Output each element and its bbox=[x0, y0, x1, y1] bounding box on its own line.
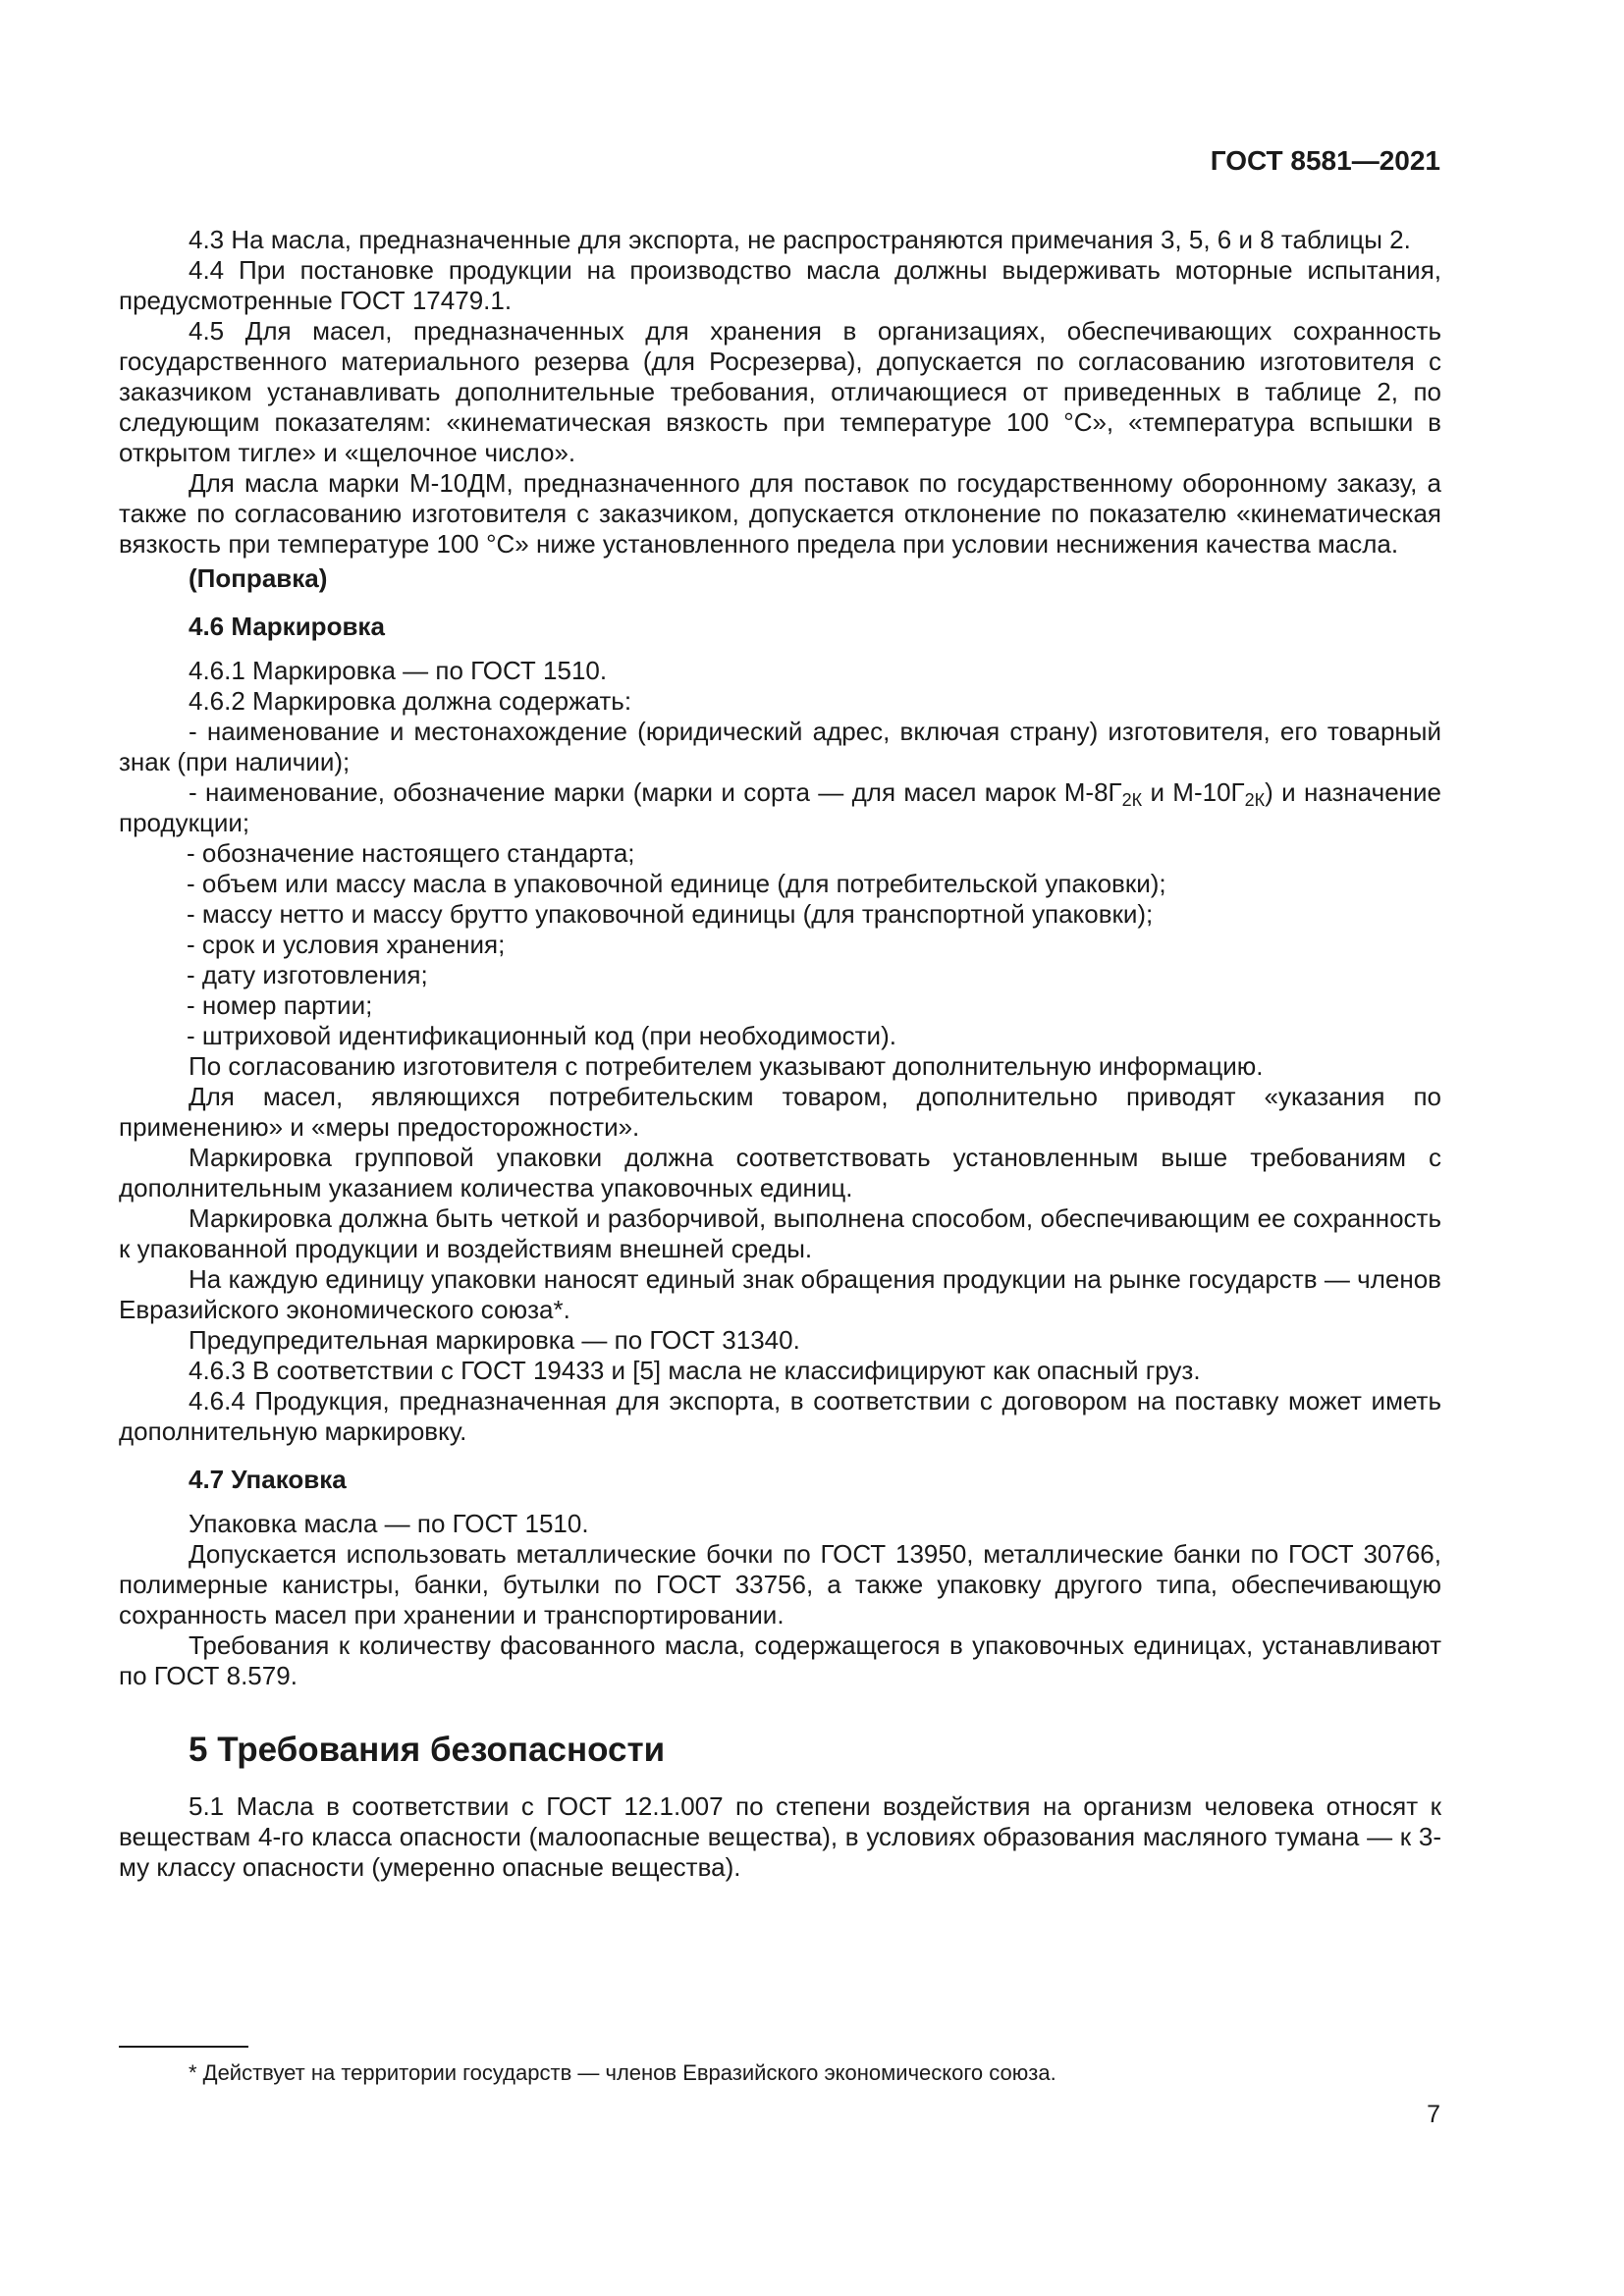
section-heading-5: 5 Требования безопасности bbox=[189, 1731, 666, 1769]
paragraph-4-6-1: 4.6.1 Маркировка — по ГОСТ 1510. bbox=[189, 656, 608, 685]
list-item: - дату изготовления; bbox=[187, 960, 428, 989]
paragraph-4-6-3: 4.6.3 В соответствии с ГОСТ 19433 и [5] масла не классифицируют как опасный груз. bbox=[189, 1356, 1201, 1385]
section-heading-4-6: 4.6 Маркировка bbox=[189, 612, 385, 641]
list-item-text: и М-10Г bbox=[1142, 777, 1245, 807]
list-item-text: ) и назначение продукции; bbox=[119, 777, 1442, 837]
list-item-text: - наименование, обозначение марки (марки и сорта — для масел марок М-8Г bbox=[189, 777, 1122, 807]
document-id-header: ГОСТ 8581—2021 bbox=[1210, 145, 1440, 176]
list-item: - штриховой идентификационный код (при необходимости). bbox=[187, 1021, 896, 1050]
paragraph-packaging-2: Допускается использовать металлические бочки по ГОСТ 13950, металлические банки по ГОСТ 30766, полимерные канистры, банки, бутылки по ГОСТ 33756, а также упаковку другого типа, обеспечивающую сохранность масел при хранении и транспортировании. bbox=[119, 1539, 1441, 1629]
paragraph-4-6-2: 4.6.2 Маркировка должна содержать: bbox=[189, 686, 632, 716]
list-item: - наименование и местонахождение (юридический адрес, включая страну) изготовителя, его товарный знак (при наличии); bbox=[119, 717, 1441, 776]
paragraph-agreement: По согласованию изготовителя с потребителем указывают дополнительную информацию. bbox=[189, 1051, 1264, 1081]
page-body bbox=[119, 225, 1441, 1883]
subscript: 2К bbox=[1121, 790, 1143, 810]
paragraph-4-3: 4.3 На масла, предназначенные для экспорта, не распространяются примечания 3, 5, 6 и 8 таблицы 2. bbox=[189, 225, 1411, 254]
list-item: - номер партии; bbox=[187, 990, 373, 1020]
paragraph-4-5: 4.5 Для масел, предназначенных для хранения в организациях, обеспечивающих сохранность государственного материального резерва (для Росрезерва), допускается по согласованию изготовителя с заказчиком устанавливать дополнительные требования, отличающиеся от приведенных в таблице 2, по следующим показателям: «кинематическая вязкость при температуре 100 °C», «температура вспышки в открытом тигле» и «щелочное число». bbox=[119, 316, 1441, 467]
paragraph-packaging-3: Требования к количеству фасованного масла, содержащегося в упаковочных единицах, устанавливают по ГОСТ 8.579. bbox=[119, 1630, 1441, 1690]
list-item: - объем или массу масла в упаковочной единице (для потребительской упаковки); bbox=[187, 869, 1166, 898]
paragraph-4-4: 4.4 При постановке продукции на производство масла должны выдерживать моторные испытания, предусмотренные ГОСТ 17479.1. bbox=[119, 255, 1441, 315]
page-number: 7 bbox=[1427, 2101, 1440, 2128]
paragraph-group-packaging: Маркировка групповой упаковки должна соответствовать установленным выше требованиям с дополнительным указанием количества упаковочных единиц. bbox=[119, 1143, 1441, 1202]
list-item: - срок и условия хранения; bbox=[187, 930, 506, 959]
footnote: * Действует на территории государств — членов Евразийского экономического союза. bbox=[189, 2060, 1056, 2085]
list-item bbox=[119, 777, 1441, 838]
list-item: - массу нетто и массу брутто упаковочной единицы (для транспортной упаковки); bbox=[187, 899, 1154, 929]
subscript: 2К bbox=[1244, 790, 1266, 810]
paragraph-consumer-goods: Для масел, являющихся потребительским товаром, дополнительно приводят «указания по применению» и «меры предосторожности». bbox=[119, 1082, 1441, 1142]
paragraph-legibility: Маркировка должна быть четкой и разборчивой, выполнена способом, обеспечивающим ее сохранность к упакованной продукции и воздействиям внешней среды. bbox=[119, 1203, 1441, 1263]
paragraph-warning-marking: Предупредительная маркировка — по ГОСТ 31340. bbox=[189, 1325, 800, 1355]
list-item: - обозначение настоящего стандарта; bbox=[187, 838, 635, 868]
correction-note: (Поправка) bbox=[189, 563, 328, 593]
section-heading-4-7: 4.7 Упаковка bbox=[189, 1465, 347, 1494]
paragraph-packaging-1: Упаковка масла — по ГОСТ 1510. bbox=[189, 1509, 589, 1538]
footnote-divider bbox=[119, 2046, 248, 2048]
paragraph-4-5-m10dm: Для масла марки М-10ДМ, предназначенного для поставок по государственному оборонному заказу, а также по согласованию изготовителя с заказчиком, допускается отклонение по показателю «кинематическая вязкость при температуре 100 °C» ниже установленного предела при условии неснижения качества масла. bbox=[119, 468, 1441, 559]
paragraph-4-6-4: 4.6.4 Продукция, предназначенная для экспорта, в соответствии с договором на поставку может иметь дополнительную маркировку. bbox=[119, 1386, 1441, 1446]
paragraph-5-1: 5.1 Масла в соответствии с ГОСТ 12.1.007 по степени воздействия на организм человека относят к веществам 4-го класса опасности (малоопасные вещества), в условиях образования масляного тумана — к 3-му классу опасности (умеренно опасные вещества). bbox=[119, 1791, 1441, 1882]
paragraph-eaeu-mark: На каждую единицу упаковки наносят единый знак обращения продукции на рынке государств — членов Евразийского экономического союза*. bbox=[119, 1264, 1441, 1324]
